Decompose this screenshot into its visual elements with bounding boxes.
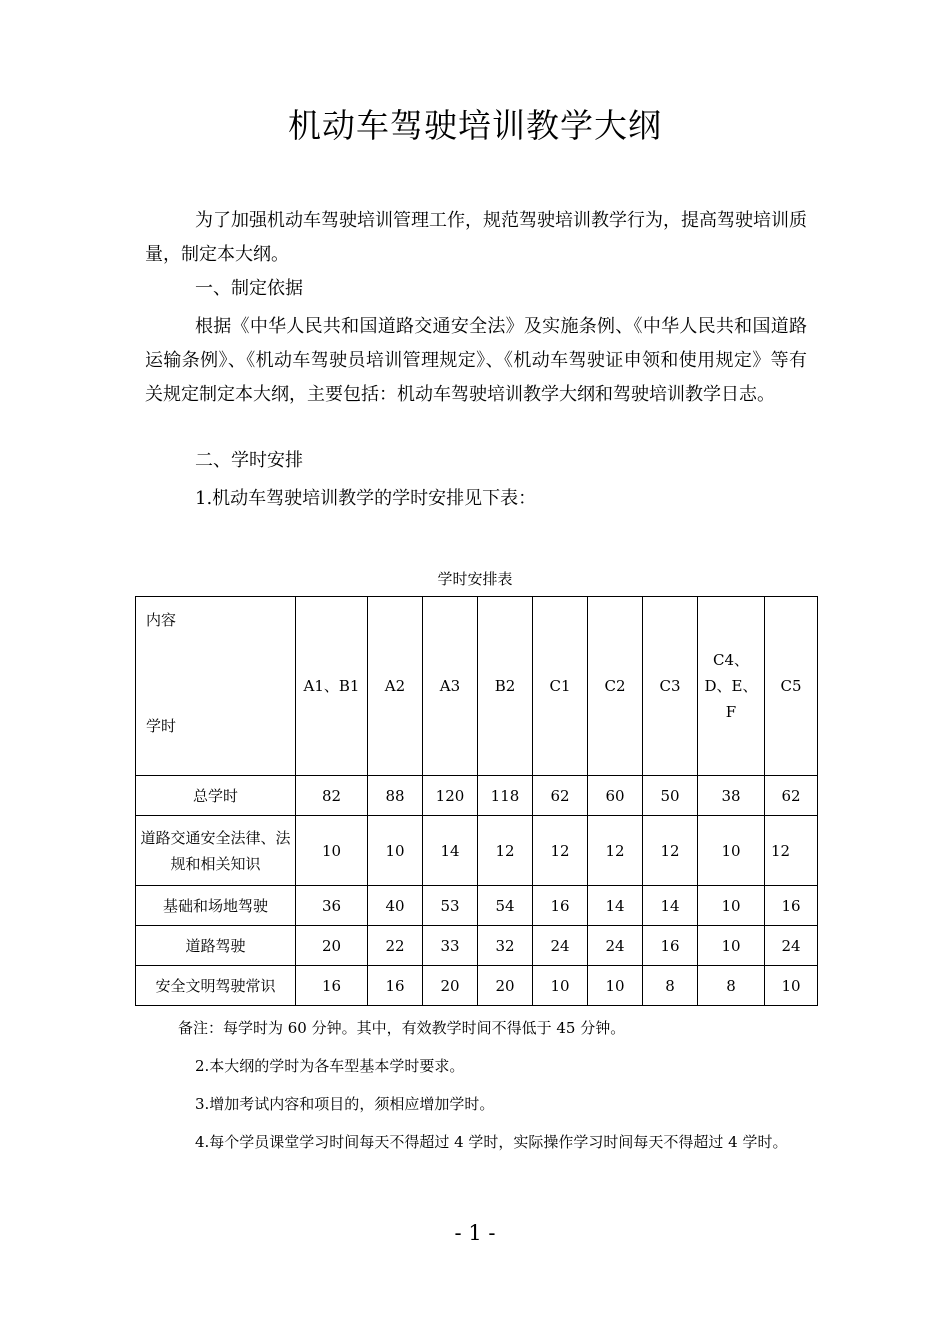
table-cell: 40 [368,886,423,926]
table-cell: 120 [423,776,478,816]
table-cell: 60 [588,776,643,816]
table-cell: 10 [698,816,765,886]
table-cell: 36 [296,886,368,926]
page-number: - 1 - [454,1221,496,1245]
table-cell: 82 [296,776,368,816]
table-cell: 38 [698,776,765,816]
table-cell: 20 [478,966,533,1006]
column-header: A2 [368,597,423,776]
table-cell: 12 [643,816,698,886]
hours-item-4: 4.每个学员课堂学习时间每天不得超过 4 学时，实际操作学习时间每天不得超过 4 学时。 [195,1133,788,1151]
table-cell: 32 [478,926,533,966]
section-heading-basis: 一、制定依据 [195,278,303,299]
table-cell: 54 [478,886,533,926]
basis-paragraph: 根据《中华人民共和国道路交通安全法》及实施条例、《中华人民共和国道路运输条例》、《机动车驾驶员培训管理规定》、《机动车驾驶证申领和使用规定》等有关规定制定本大纲，主要包括：机动车驾驶培训教学大纲和驾驶培训教学日志。 [145,316,807,405]
table-corner-cell [136,597,296,776]
table-cell: 10 [368,816,423,886]
table-cell: 53 [423,886,478,926]
table-cell: 16 [533,886,588,926]
hours-item-2: 2.本大纲的学时为各车型基本学时要求。 [195,1057,465,1075]
section-heading-hours: 二、学时安排 [195,450,303,471]
table-cell: 10 [533,966,588,1006]
table-cell: 16 [765,886,818,926]
table-cell: 62 [765,776,818,816]
row-label: 安全文明驾驶常识 [136,966,296,1006]
table-cell: 16 [296,966,368,1006]
table-cell: 14 [643,886,698,926]
row-label: 道路交通安全法律、法规和相关知识 [136,816,296,886]
table-row [136,966,818,1006]
column-header: C2 [588,597,643,776]
table-row [136,926,818,966]
table-cell: 8 [698,966,765,1006]
table-row [136,776,818,816]
column-header: A3 [423,597,478,776]
column-header: C4、D、E、F [698,597,765,776]
table-cell: 24 [533,926,588,966]
table-cell: 22 [368,926,423,966]
table-cell: 10 [765,966,818,1006]
table-header-row [136,597,818,776]
table-cell: 88 [368,776,423,816]
table-cell: 12 [478,816,533,886]
table-cell: 14 [588,886,643,926]
table-row [136,816,818,886]
table-cell: 12 [765,816,818,886]
table-row [136,886,818,926]
table-cell: 62 [533,776,588,816]
column-header: C3 [643,597,698,776]
table-cell: 20 [423,966,478,1006]
table-note: 备注：每学时为 60 分钟。其中，有效教学时间不得低于 45 分钟。 [178,1019,626,1037]
table-cell: 10 [698,926,765,966]
hours-item-3: 3.增加考试内容和项目的，须相应增加学时。 [195,1095,495,1113]
column-header: B2 [478,597,533,776]
table-cell: 33 [423,926,478,966]
column-header: C1 [533,597,588,776]
table-cell: 10 [296,816,368,886]
corner-label-content: 内容 [146,611,177,629]
table-cell: 50 [643,776,698,816]
column-header: A1、B1 [296,597,368,776]
hours-table [135,596,818,1006]
intro-paragraph: 为了加强机动车驾驶培训管理工作，规范驾驶培训教学行为，提高驾驶培训质量，制定本大纲。 [145,210,807,265]
table-cell: 12 [588,816,643,886]
table-cell: 10 [698,886,765,926]
table-cell: 118 [478,776,533,816]
table-cell: 10 [588,966,643,1006]
table-cell: 12 [533,816,588,886]
table-cell: 16 [643,926,698,966]
corner-label-hours: 学时 [146,717,177,735]
row-label: 总学时 [136,776,296,816]
row-label: 基础和场地驾驶 [136,886,296,926]
table-caption: 学时安排表 [437,570,513,588]
table-cell: 16 [368,966,423,1006]
document-title: 机动车驾驶培训教学大纲 [288,106,662,145]
table-cell: 14 [423,816,478,886]
table-cell: 8 [643,966,698,1006]
table-cell: 24 [765,926,818,966]
column-header: C5 [765,597,818,776]
table-cell: 20 [296,926,368,966]
row-label: 道路驾驶 [136,926,296,966]
table-cell: 24 [588,926,643,966]
hours-item-1: 1.机动车驾驶培训教学的学时安排见下表： [195,488,537,509]
